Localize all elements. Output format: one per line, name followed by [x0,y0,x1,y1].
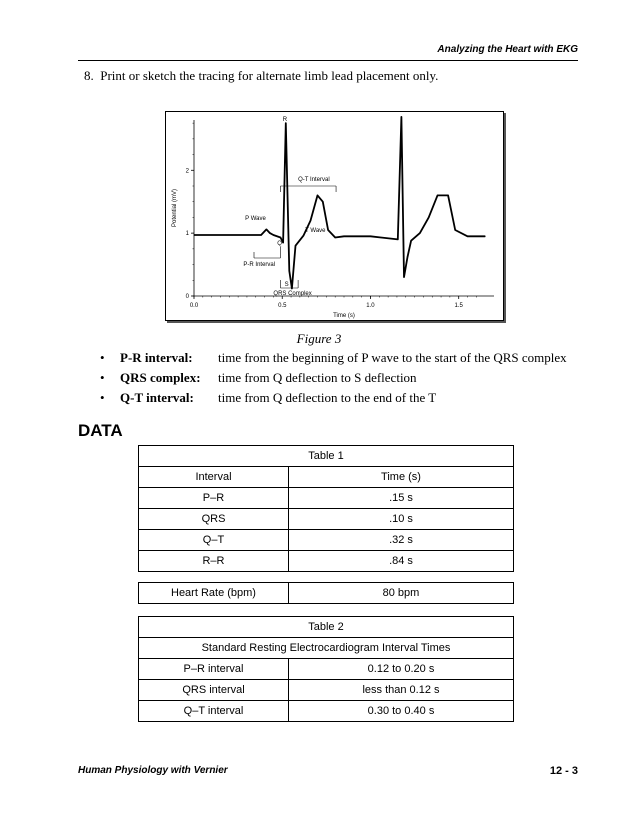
x-tick-label: 0.0 [189,303,199,309]
table-title: Table 1 [139,446,514,467]
ekg-data-point [370,236,371,237]
table-cell: QRS [139,509,289,530]
table-row [139,659,514,680]
ekg-data-point [467,236,468,237]
ekg-data-point [280,237,281,238]
p-wave-label: P Wave [245,216,266,222]
ekg-data-point [476,236,477,237]
table-1 [138,445,514,572]
ekg-chart [166,112,503,320]
ekg-data-point [401,116,402,117]
definition-desc: time from Q deflection to S deflection [218,370,417,385]
question-8: 8. Print or sketch the tracing for alternate limb lead placement only. [84,68,439,83]
heart-rate-table [138,582,514,604]
ekg-data-point [266,229,267,230]
pr-interval-label: P-R Interval [243,262,276,268]
definition-desc: time from Q deflection to the end of the T [218,390,437,405]
figure-caption: Figure 3 [296,331,342,346]
ekg-figure [165,111,504,321]
definition-list [100,350,580,410]
x-axis-label: Time (s) [333,313,355,319]
table-cell: .32 s [289,530,514,551]
column-header: Time (s) [289,467,514,488]
table-cell: Q–T [139,530,289,551]
ekg-data-point [289,270,290,271]
table-row [139,551,514,572]
table-row [139,509,514,530]
table-subtitle: Standard Resting Electrocardiogram Interval Times [139,638,514,659]
definition-term: P-R interval: [120,350,193,365]
qrs-complex-label: QRS Complex [273,291,312,297]
table-row [139,680,514,701]
table-cell: Q–T interval [139,701,289,722]
definition-item [100,390,580,410]
ekg-data-point [261,235,262,236]
bullet-icon: • [100,370,105,385]
qt-interval-label: Q-T Interval [298,177,330,183]
ekg-data-point [291,288,292,289]
table-cell: 0.12 to 0.20 s [289,659,514,680]
table-2 [138,616,514,722]
table-cell: R–R [139,551,289,572]
x-tick-label: 1.0 [366,303,375,309]
y-tick-label: 0 [185,294,189,300]
column-header: Interval [139,467,289,488]
ekg-data-point [269,233,270,234]
ekg-data-point [194,235,195,236]
ekg-data-point [328,230,329,231]
table-cell: QRS interval [139,680,289,701]
table-row [139,701,514,722]
table-row [139,488,514,509]
ekg-data-point [285,123,286,124]
ekg-data-point [310,220,311,221]
definition-item [100,350,580,370]
ekg-data-point [419,233,420,234]
ekg-trace-line [194,117,485,289]
ekg-data-point [437,195,438,196]
table-row [139,583,514,604]
ekg-data-point [273,235,274,236]
ekg-data-point [335,237,336,238]
ekg-data-point [404,277,405,278]
definition-term: QRS complex: [120,370,201,385]
y-tick-label: 2 [185,168,189,175]
bullet-icon: • [100,390,105,405]
running-header: Analyzing the Heart with EKG [437,44,578,55]
table-cell: less than 0.12 s [289,680,514,701]
table-cell: .10 s [289,509,514,530]
page-number: 12 - 3 [549,765,578,777]
bullet-icon: • [100,350,105,365]
footer-left: Human Physiology with Vernier [78,765,228,776]
table-cell: P–R interval [139,659,289,680]
x-tick-label: 0.5 [278,303,287,309]
table-cell: .84 s [289,551,514,572]
data-heading: DATA [78,421,123,440]
definition-desc: time from the beginning of P wave to the start of the QRS complex [218,350,567,365]
header-rule [78,60,578,61]
q-label: Q [277,241,282,247]
ekg-data-point [428,217,429,218]
heart-rate-value: 80 bpm [289,583,514,604]
y-tick-label: 1 [185,231,189,238]
ekg-data-point [295,245,296,246]
table-cell: 0.30 to 0.40 s [289,701,514,722]
ekg-data-point [283,242,284,243]
table-title: Table 2 [139,617,514,638]
s-label: S [284,282,289,288]
ekg-data-point [411,240,412,241]
table-row [139,530,514,551]
r-label: R [282,117,288,123]
ekg-data-point [303,235,304,236]
ekg-data-point [407,257,408,258]
table-cell: P–R [139,488,289,509]
ekg-data-point [455,230,456,231]
definition-term: Q-T interval: [120,390,194,405]
ekg-data-point [322,201,323,202]
ekg-data-point [397,239,398,240]
heart-rate-label: Heart Rate (bpm) [139,583,289,604]
definition-item [100,370,580,390]
x-tick-label: 1.5 [454,303,463,309]
t-wave-label: T Wave [305,228,326,234]
y-axis-label: Potential (mV) [172,188,178,228]
ekg-data-point [448,195,449,196]
ekg-data-point [485,236,486,237]
ekg-data-point [317,195,318,196]
ekg-data-point [344,236,345,237]
table-cell: .15 s [289,488,514,509]
